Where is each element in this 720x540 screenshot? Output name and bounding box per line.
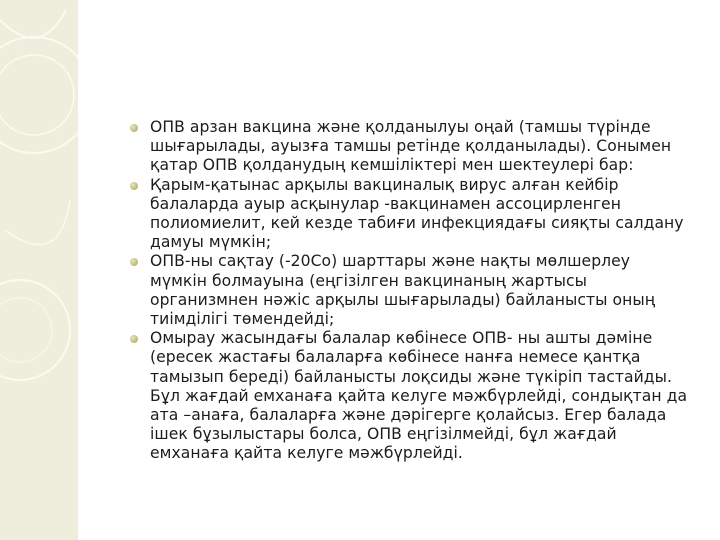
bullet-point-icon bbox=[130, 182, 138, 190]
bullet-item bbox=[130, 176, 698, 253]
bullet-point-icon bbox=[130, 258, 138, 266]
bullet-line: мүмкін болмауына (еңгізілген вакцинаның жартысы bbox=[150, 271, 587, 290]
bullet-list bbox=[130, 118, 698, 464]
bullet-point-icon bbox=[130, 335, 138, 343]
bullet-line: ата –анаға, балаларға және дәрігерге қолайсыз. Егер балада bbox=[150, 406, 667, 425]
bullet-line: ішек бұзылыстары болса, ОПВ еңгізілмейді, бұл жағдай bbox=[150, 425, 617, 444]
bullet-line: полиомиелит, кей кезде табиғи инфекциядағы сияқты салдану bbox=[150, 214, 684, 233]
bullet-line: балаларда ауыр асқынулар -вакцинамен ассоцирленген bbox=[150, 194, 621, 213]
bullet-line: Омырау жасындағы балалар көбінесе ОПВ- ны ашты дәміне bbox=[150, 329, 653, 348]
bullet-line: шығарылады, ауызға тамшы ретінде қолданылады). Сонымен bbox=[150, 137, 672, 156]
bullet-line: емханаға қайта келуге мәжбүрлейді. bbox=[150, 444, 463, 463]
bullet-line: Қарым-қатынас арқылы вакциналық вирус алған кейбір bbox=[150, 175, 619, 194]
bullet-line: (ересек жастағы балаларға көбінесе нанға немесе қантқа bbox=[150, 348, 641, 367]
bullet-line: ОПВ-ны сақтау (-20Со) шарттары және нақты мөлшерлеу bbox=[150, 252, 631, 271]
bullet-line: дамуы мүмкін; bbox=[150, 233, 272, 252]
bullet-item bbox=[130, 118, 698, 176]
bullet-line: организмнен нәжіс арқылы шығарылады) байланысты оның bbox=[150, 290, 656, 309]
bullet-item bbox=[130, 252, 698, 329]
slide-content bbox=[130, 118, 698, 464]
bullet-item bbox=[130, 329, 698, 463]
bullet-line: тамызып береді) байланысты лоқсиды және түкіріп тастайды. bbox=[150, 367, 672, 386]
bullet-point-icon bbox=[130, 124, 138, 132]
decorative-circles-graphic bbox=[0, 0, 78, 540]
decorative-side-panel bbox=[0, 0, 78, 540]
bullet-line: ОПВ арзан вакцина және қолданылуы оңай (тамшы түрінде bbox=[150, 118, 651, 136]
bullet-line: қатар ОПВ қолданудың кемшіліктері мен шектеулері бар: bbox=[150, 156, 634, 175]
bullet-line: Бұл жағдай емханаға қайта келуге мәжбүрлейді, сондықтан да bbox=[150, 386, 688, 405]
bullet-line: тиімділігі төмендейді; bbox=[150, 310, 335, 329]
